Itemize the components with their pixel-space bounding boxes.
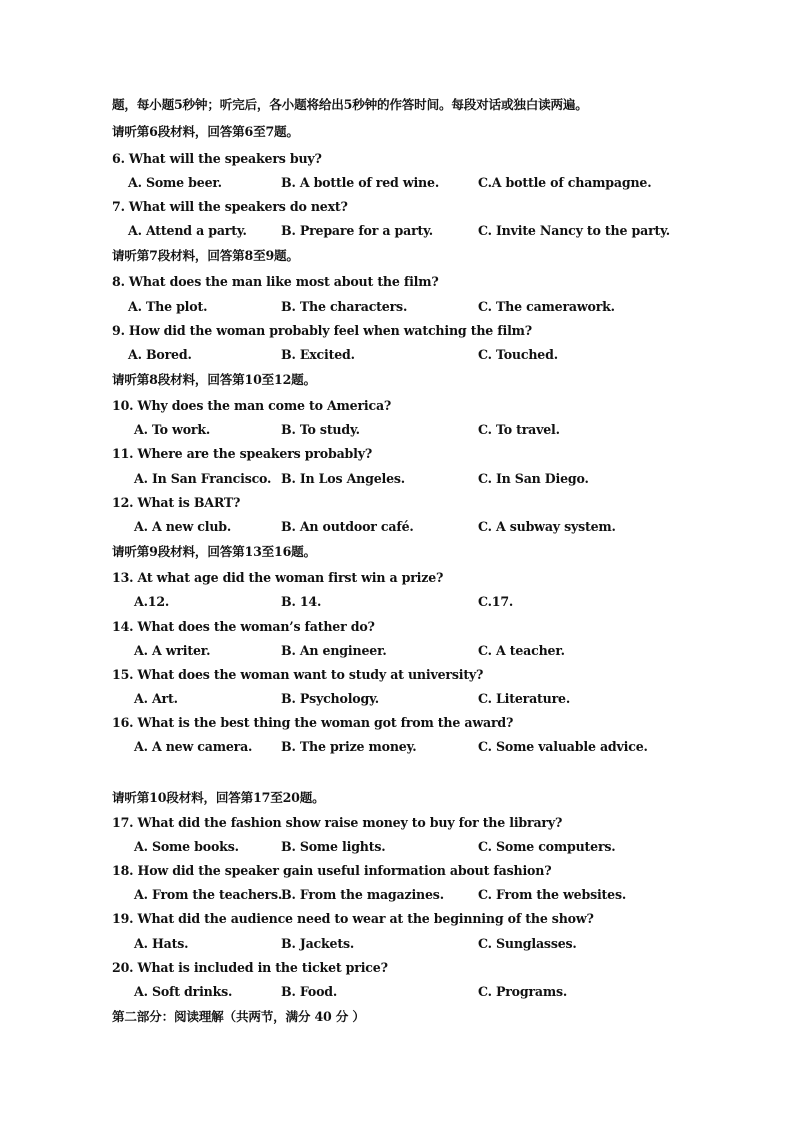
option-b: B. To study.	[281, 422, 360, 437]
section-heading: 请听第6段材料，回答第6至7题。	[112, 124, 299, 139]
option-b: B. A bottle of red wine.	[281, 175, 440, 190]
option-c: C. The camerawork.	[478, 299, 615, 314]
question-text: 16. What is the best thing the woman got from the award?	[112, 715, 514, 730]
option-b: B. The characters.	[281, 299, 408, 314]
option-b: B. Psychology.	[281, 691, 379, 706]
question-text: 12. What is BART?	[112, 495, 241, 510]
question-text: 13. At what age did the woman first win a prize?	[112, 570, 444, 585]
question-text: 14. What does the woman’s father do?	[112, 619, 375, 634]
option-b: B. Food.	[281, 984, 338, 999]
option-b: B. From the magazines.	[281, 887, 444, 902]
question-text: 19. What did the audience need to wear at the beginning of the show?	[112, 911, 594, 926]
section-heading: 请听第9段材料，回答第13至16题。	[112, 544, 316, 559]
option-a: A. Some books.	[134, 839, 239, 854]
part-two-heading: 第二部分：阅读理解（共两节，满分 40 分 ）	[112, 1009, 365, 1024]
option-b: B. An outdoor café.	[281, 519, 414, 534]
option-c: C. Programs.	[478, 984, 568, 999]
option-a: A. In San Francisco.	[134, 471, 272, 486]
option-b: B. Jackets.	[281, 936, 355, 951]
option-c: C. Sunglasses.	[478, 936, 577, 951]
option-c: C.A bottle of champagne.	[478, 175, 652, 190]
option-a: A.12.	[134, 594, 170, 609]
question-text: 15. What does the woman want to study at university?	[112, 667, 484, 682]
option-c: C. Some valuable advice.	[478, 739, 648, 754]
question-text: 9. How did the woman probably feel when watching the film?	[112, 323, 532, 338]
question-text: 6. What will the speakers buy?	[112, 151, 322, 166]
option-c: C. Touched.	[478, 347, 558, 362]
option-c: C. Some computers.	[478, 839, 616, 854]
option-a: A. From the teachers.	[134, 887, 283, 902]
option-b: B. In Los Angeles.	[281, 471, 405, 486]
question-text: 20. What is included in the ticket price?	[112, 960, 388, 975]
option-b: B. Excited.	[281, 347, 355, 362]
option-b: B. The prize money.	[281, 739, 417, 754]
option-a: A. Art.	[134, 691, 178, 706]
option-a: A. Bored.	[128, 347, 192, 362]
section-heading: 请听第8段材料，回答第10至12题。	[112, 372, 316, 387]
intro-line: 题，每小题5秒钟；听完后，各小题将给出5秒钟的作答时间。每段对话或独白读两遍。	[112, 97, 588, 112]
option-a: A. A new camera.	[134, 739, 253, 754]
option-b: B. Some lights.	[281, 839, 386, 854]
option-c: C. Invite Nancy to the party.	[478, 223, 670, 238]
option-c: C. From the websites.	[478, 887, 627, 902]
option-b: B. 14.	[281, 594, 322, 609]
option-a: A. A new club.	[134, 519, 232, 534]
question-text: 7. What will the speakers do next?	[112, 199, 348, 214]
section-heading: 请听第7段材料，回答第8至9题。	[112, 248, 299, 263]
option-b: B. Prepare for a party.	[281, 223, 433, 238]
question-text: 17. What did the fashion show raise money to buy for the library?	[112, 815, 563, 830]
option-a: A. Some beer.	[128, 175, 222, 190]
option-c: C. A subway system.	[478, 519, 616, 534]
option-a: A. Attend a party.	[128, 223, 247, 238]
option-a: A. A writer.	[134, 643, 211, 658]
option-a: A. To work.	[134, 422, 211, 437]
option-a: A. Hats.	[134, 936, 189, 951]
question-text: 18. How did the speaker gain useful information about fashion?	[112, 863, 552, 878]
section-heading: 请听第10段材料，回答第17至20题。	[112, 790, 325, 805]
question-text: 11. Where are the speakers probably?	[112, 446, 373, 461]
option-a: A. The plot.	[128, 299, 208, 314]
option-c: C.17.	[478, 594, 514, 609]
option-c: C. In San Diego.	[478, 471, 589, 486]
option-b: B. An engineer.	[281, 643, 387, 658]
option-c: C. To travel.	[478, 422, 560, 437]
option-a: A. Soft drinks.	[134, 984, 233, 999]
question-text: 8. What does the man like most about the film?	[112, 274, 439, 289]
question-text: 10. Why does the man come to America?	[112, 398, 392, 413]
option-c: C. A teacher.	[478, 643, 565, 658]
option-c: C. Literature.	[478, 691, 571, 706]
